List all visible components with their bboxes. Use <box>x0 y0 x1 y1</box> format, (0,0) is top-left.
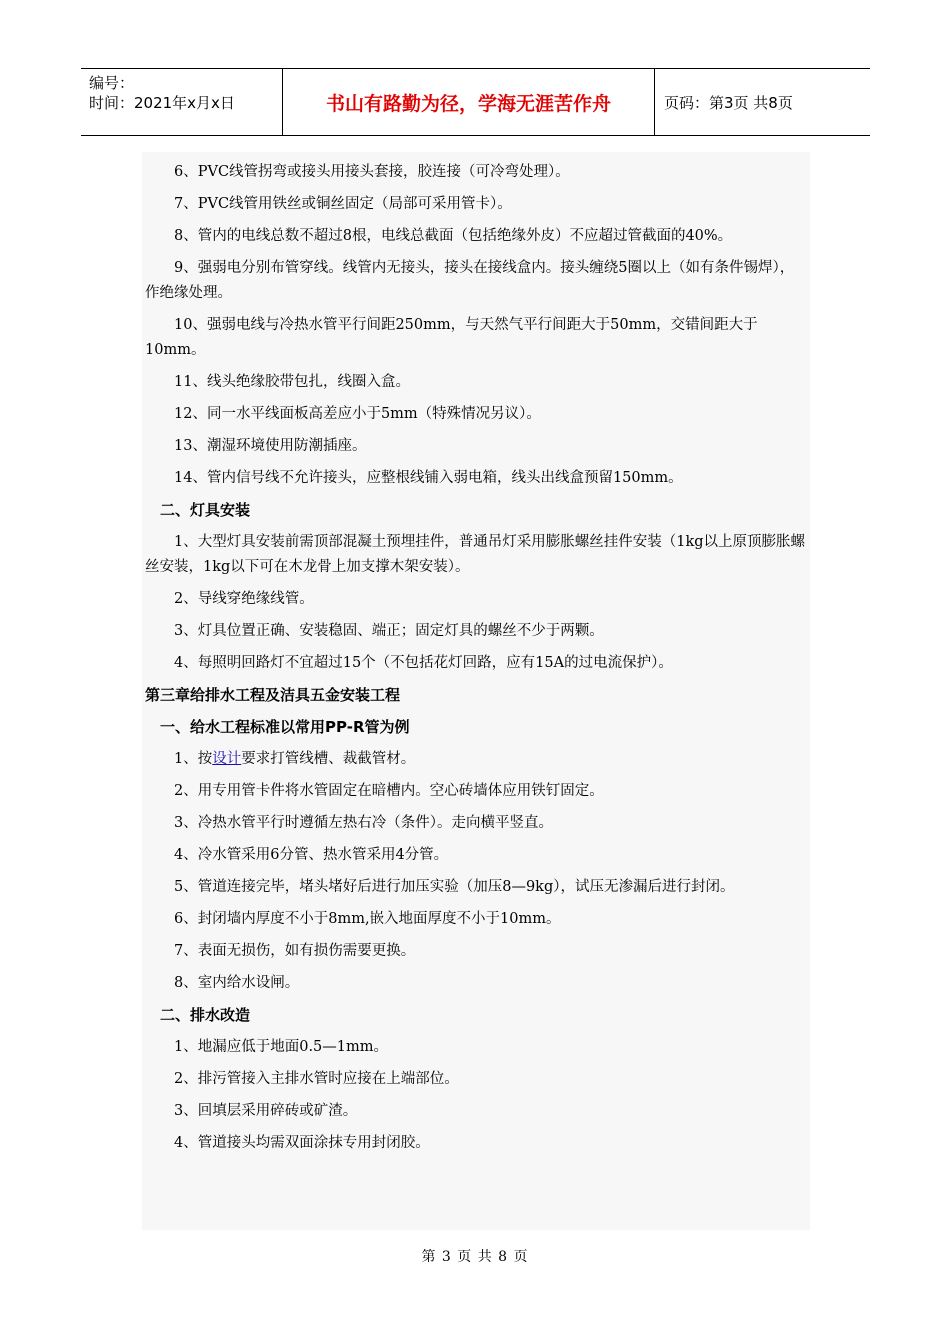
section-heading-water-supply: 一、给水工程标准以常用PP-R管为例 <box>160 718 410 736</box>
paragraph: 3、冷热水管平行时遵循左热右冷（条件）。走向横平竖直。 <box>174 815 553 831</box>
design-link[interactable]: 设计 <box>212 751 242 767</box>
paragraph: 13、潮湿环境使用防潮插座。 <box>174 438 367 454</box>
text-span: 要求打管线槽、裁截管材。 <box>241 751 416 767</box>
section-heading-drainage: 二、排水改造 <box>160 1006 251 1024</box>
date-label: 时间：2021年x月x日 <box>89 94 235 112</box>
paragraph <box>145 747 807 772</box>
paragraph: 1、大型灯具安装前需顶部混凝土预埋挂件，普通吊灯采用膨胀螺丝挂件安装（1kg以上原顶膨胀螺丝安装，1kg以下可在木龙骨上加支撑木架安装）。 <box>145 534 806 575</box>
paragraph: 12、同一水平线面板高差应小于5mm（特殊情况另议）。 <box>174 406 541 422</box>
paragraph: 1、地漏应低于地面0.5—1mm。 <box>174 1039 389 1055</box>
paragraph: 2、导线穿绝缘线管。 <box>174 591 314 607</box>
paragraph: 6、PVC线管拐弯或接头用接头套接，胶连接（可冷弯处理）。 <box>174 164 570 180</box>
page-header <box>81 68 870 136</box>
paragraph: 10、强弱电线与冷热水管平行间距250mm，与天然气平行间距大于50mm，交错间距大于10mm。 <box>145 317 758 358</box>
motto: 书山有路勤为径，学海无涯苦作舟 <box>283 69 655 135</box>
text-span: 1、按 <box>174 751 213 767</box>
paragraph: 4、冷水管采用6分管、热水管采用4分管。 <box>174 847 449 863</box>
paragraph: 9、强弱电分别布管穿线。线管内无接头，接头在接线盒内。接头缠绕5圈以上（如有条件锡焊），作绝缘处理。 <box>145 260 795 301</box>
paragraph: 5、管道连接完毕，堵头堵好后进行加压实验（加压8—9kg），试压无渗漏后进行封闭。 <box>174 879 735 895</box>
paragraph: 4、管道接头均需双面涂抹专用封闭胶。 <box>174 1135 430 1151</box>
paragraph: 4、每照明回路灯不宜超过15个（不包括花灯回路，应有15A的过电流保护）。 <box>174 655 673 671</box>
header-left-cell <box>81 69 283 135</box>
page-footer: 第 3 页 共 8 页 <box>421 1249 529 1265</box>
paragraph: 6、封闭墙内厚度不小于8mm,嵌入地面厚度不小于10mm。 <box>174 911 561 927</box>
paragraph: 7、表面无损伤，如有损伤需要更换。 <box>174 943 416 959</box>
paragraph: 8、室内给水设闸。 <box>174 975 300 991</box>
document-body <box>142 152 810 1230</box>
paragraph: 3、灯具位置正确、安装稳固、端正；固定灯具的螺丝不少于两颗。 <box>174 623 604 639</box>
paragraph: 2、用专用管卡件将水管固定在暗槽内。空心砖墙体应用铁钉固定。 <box>174 783 604 799</box>
number-label: 编号： <box>89 74 135 92</box>
section-heading-lighting: 二、灯具安装 <box>160 501 251 519</box>
page-indicator: 页码：第3页 共8页 <box>664 93 793 112</box>
paragraph: 2、排污管接入主排水管时应接在上端部位。 <box>174 1071 459 1087</box>
paragraph: 11、线头绝缘胶带包扎，线圈入盒。 <box>174 374 410 390</box>
paragraph: 14、管内信号线不允许接头，应整根线铺入弱电箱，线头出线盒预留150mm。 <box>174 470 683 486</box>
paragraph: 8、管内的电线总数不超过8根，电线总截面（包括绝缘外皮）不应超过管截面的40%。 <box>174 228 733 244</box>
paragraph: 7、PVC线管用铁丝或铜丝固定（局部可采用管卡）。 <box>174 196 512 212</box>
paragraph: 3、回填层采用碎砖或矿渣。 <box>174 1103 358 1119</box>
chapter-heading: 第三章给排水工程及洁具五金安装工程 <box>145 686 401 704</box>
